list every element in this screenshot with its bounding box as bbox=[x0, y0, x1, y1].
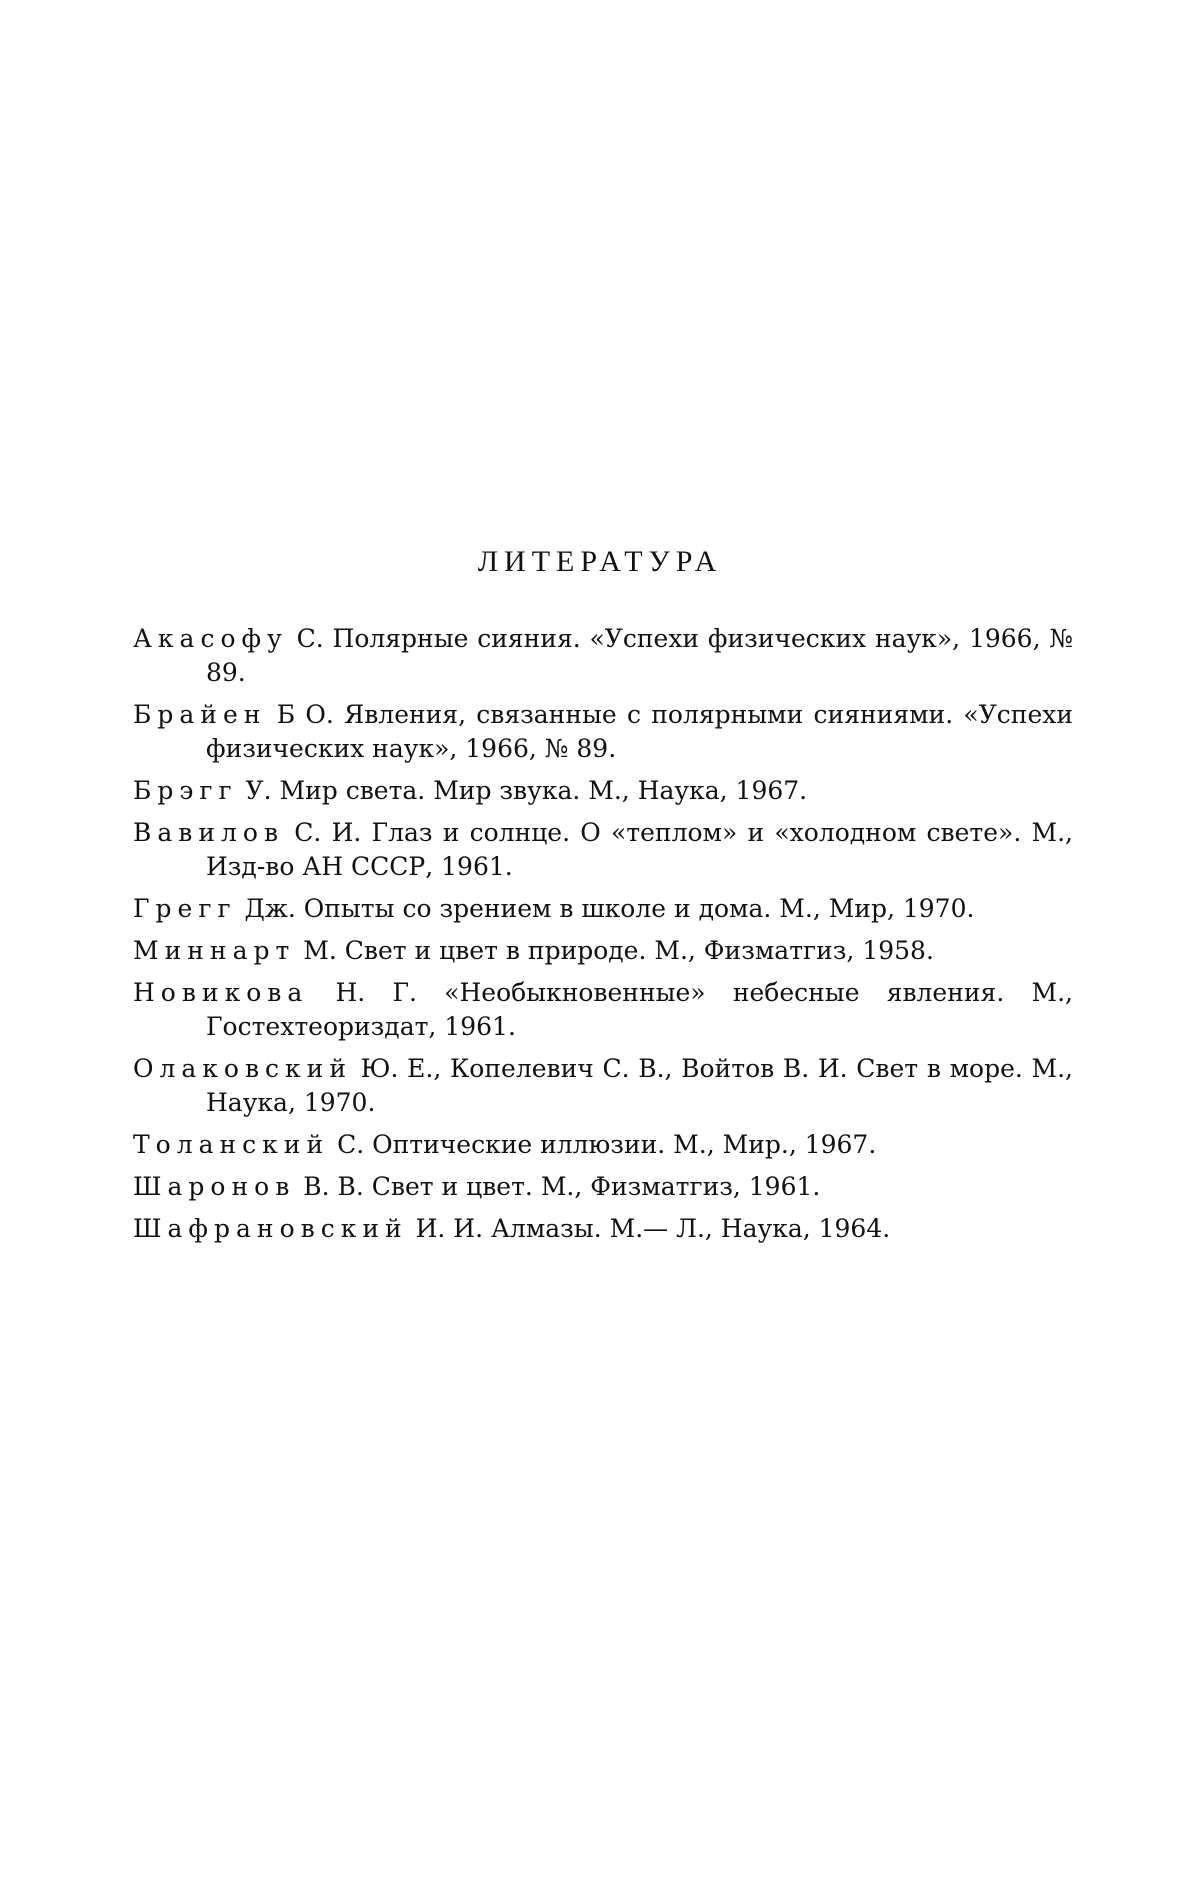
reference-text: Ю. Е., Копелевич С. В., Войтов В. И. Свет в море. М., Наука, 1970. bbox=[206, 1054, 1073, 1117]
reference-text: В. В. Свет и цвет. М., Физматгиз, 1961. bbox=[303, 1172, 821, 1201]
reference-item bbox=[133, 1128, 1073, 1162]
reference-author: Олаковский bbox=[133, 1054, 352, 1083]
reference-item bbox=[133, 892, 1073, 926]
reference-text: У. Мир света. Мир звука. М., Наука, 1967. bbox=[245, 776, 808, 805]
reference-list bbox=[133, 622, 1073, 1254]
page-title: ЛИТЕРАТУРА bbox=[477, 545, 723, 578]
reference-item bbox=[133, 976, 1073, 1044]
reference-author: Шафрановский bbox=[133, 1214, 408, 1243]
reference-author: Грегг bbox=[133, 894, 237, 923]
reference-item bbox=[133, 1170, 1073, 1204]
reference-text: С. Оптические иллюзии. М., Мир., 1967. bbox=[337, 1130, 877, 1159]
reference-text: Н. Г. «Необыкновенные» небесные явления. М., Гостехтеориздат, 1961. bbox=[206, 978, 1073, 1041]
reference-author: Брайен bbox=[133, 700, 267, 729]
reference-item bbox=[133, 774, 1073, 808]
reference-item bbox=[133, 1052, 1073, 1120]
reference-text: М. Свет и цвет в природе. М., Физматгиз, 1958. bbox=[303, 936, 934, 965]
reference-author: Новикова bbox=[133, 978, 309, 1007]
reference-text: И. И. Алмазы. М.— Л., Наука, 1964. bbox=[415, 1214, 891, 1243]
reference-author: Вавилов bbox=[133, 818, 285, 847]
reference-author: Брэгг bbox=[133, 776, 238, 805]
reference-item bbox=[133, 816, 1073, 884]
reference-item bbox=[133, 1212, 1073, 1246]
reference-text: С. И. Глаз и солнце. О «теплом» и «холодном свете». М., Изд-во АН СССР, 1961. bbox=[206, 818, 1073, 881]
reference-item bbox=[133, 934, 1073, 968]
reference-author: Миннарт bbox=[133, 936, 296, 965]
reference-item bbox=[133, 622, 1073, 690]
reference-text: Б О. Явления, связанные с полярными сияниями. «Успехи физических наук», 1966, № 89. bbox=[206, 700, 1073, 763]
reference-author: Шаронов bbox=[133, 1172, 296, 1201]
reference-text: Дж. Опыты со зрением в школе и дома. М., Мир, 1970. bbox=[244, 894, 975, 923]
reference-author: Толанский bbox=[133, 1130, 330, 1159]
reference-text: С. Полярные сияния. «Успехи физических наук», 1966, № 89. bbox=[206, 624, 1073, 687]
reference-item bbox=[133, 698, 1073, 766]
reference-author: Акасофу bbox=[133, 624, 288, 653]
